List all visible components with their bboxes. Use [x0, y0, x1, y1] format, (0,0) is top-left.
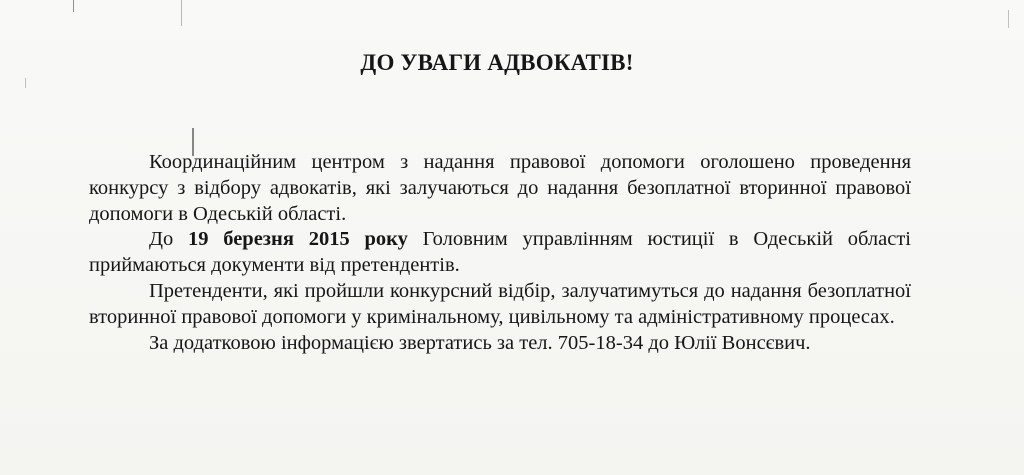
paragraph-candidates: Претенденти, які пройшли конкурсний відбір, залучатимуться до надання безоплатної вторинної правової допомоги у кримінальному, цивільному та адміністративному процесах.	[89, 279, 911, 328]
scan-artifact	[181, 0, 182, 26]
deadline-date: 19 березня 2015 року	[187, 228, 408, 251]
paragraph-competition: Координаційним центром з надання правової допомоги оголошено проведення конкурсу з відбору адвокатів, які залучаються до надання безоплатної вторинної правової допомоги в Одеській області.	[89, 151, 911, 225]
scan-artifact	[73, 0, 74, 12]
deadline-suffix: Головним управлінням юстиції в Одеській області приймаються документи від претендентів.	[89, 228, 911, 277]
scan-artifact	[25, 78, 26, 88]
deadline-prefix: До	[149, 228, 188, 251]
paragraph-contact: За додатковою інформацією звертатись за тел. 705-18-34 до Юлії Вонсєвич.	[149, 331, 811, 354]
paragraph-deadline	[89, 227, 911, 279]
notice-title: ДО УВАГИ АДВОКАТІВ!	[360, 50, 634, 75]
notice-body	[89, 150, 911, 356]
scan-artifact	[1008, 10, 1009, 28]
